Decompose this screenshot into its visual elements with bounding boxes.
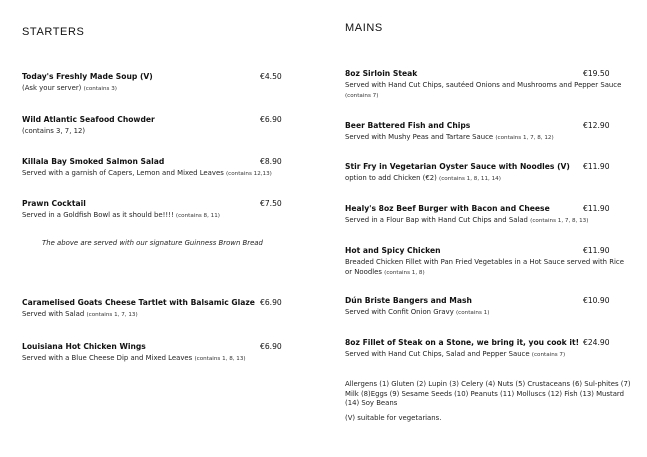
item-price: €19.50 [583,69,610,78]
item-name: Hot and Spicy Chicken [345,246,441,255]
item-price: €11.90 [583,204,610,213]
item-name: Prawn Cocktail [22,199,86,208]
item-name: Wild Atlantic Seafood Chowder [22,115,155,124]
item-allergens: (contains 8, 11) [175,213,220,219]
menu-item [22,199,292,222]
menu-item [22,157,292,180]
item-allergens: (contains 1) [456,310,490,316]
menu-item [22,342,292,365]
item-name: Dún Briste Bangers and Mash [345,296,472,305]
allergen-legend: Allergens (1) Gluten (2) Lupin (3) Celery (4) Nuts (5) Crustaceans (6) Sul-phites (7) Milk (8)Eggs (9) Sesame Seeds (10) Peanuts (11) Molluscs (12) Fish (13) Mustard (14) Soy Beans [345,380,631,407]
menu-item [345,204,630,227]
item-allergens: (contains 7) [345,92,379,99]
item-description: Served with Confit Onion Gravy (contains 1) [345,308,490,316]
item-price: €24.90 [583,338,610,347]
item-description: Served with a garnish of Capers, Lemon and Mixed Leaves (contains 12,13) [22,169,272,177]
item-allergens: (contains 1, 8, 13) [194,356,246,362]
item-allergens: (contains 1, 7, 13) [86,312,138,318]
mains-heading: MAINS [345,22,383,34]
item-name: Beer Battered Fish and Chips [345,121,471,130]
bread-note: The above are served with our signature Guinness Brown Bread [42,239,263,247]
menu-item [22,72,292,95]
item-allergens: (contains 1, 8) [384,269,425,276]
item-description: option to add Chicken (€2) (contains 1, 8, 11, 14) [345,174,501,182]
item-description: Served with Salad (contains 1, 7, 13) [22,310,138,318]
item-price: €10.90 [583,296,610,305]
item-price: €4.50 [260,72,282,81]
item-description: Served with Hand Cut Chips, sautéed Onions and Mushrooms and Pepper Sauce (contains 7) [345,81,622,99]
item-description: Served with Mushy Peas and Tartare Sauce (contains 1, 7, 8, 12) [345,133,554,141]
item-name: Today's Freshly Made Soup (V) [22,72,153,81]
menu-item [22,115,292,138]
item-price: €6.90 [260,342,282,351]
item-name: Louisiana Hot Chicken Wings [22,342,146,351]
menu-item [345,121,630,144]
menu-item [345,246,630,278]
item-name: Healy's 8oz Beef Burger with Bacon and Cheese [345,204,550,213]
item-name: 8oz Sirloin Steak [345,69,418,78]
menu-item [345,296,630,319]
item-allergens: (contains 7) [531,352,566,358]
item-description: Served in a Flour Bap with Hand Cut Chips and Salad (contains 1, 7, 8, 13) [345,216,589,224]
item-description: Served in a Goldfish Bowl as it should be!!!! (contains 8, 11) [22,211,220,219]
item-name: Stir Fry in Vegetarian Oyster Sauce with Noodles (V) [345,162,570,171]
item-name: 8oz Fillet of Steak on a Stone, we bring it, you cook it! [345,338,580,347]
menu-item [22,298,292,321]
item-allergens: (contains 3) [83,86,117,92]
item-price: €11.90 [583,162,610,171]
item-allergens: (contains 1, 7, 8, 12) [495,135,554,141]
item-description: (Ask your server) (contains 3) [22,84,117,92]
item-description: (contains 3, 7, 12) [22,127,86,135]
item-name: Killala Bay Smoked Salmon Salad [22,157,165,166]
vegetarian-note: (V) suitable for vegetarians. [345,414,442,422]
item-price: €7.50 [260,199,282,208]
item-description: Served with a Blue Cheese Dip and Mixed Leaves (contains 1, 8, 13) [22,354,246,362]
item-name: Caramelised Goats Cheese Tartlet with Balsamic Glaze [22,298,255,307]
menu-item [345,338,630,361]
item-price: €6.90 [260,298,282,307]
menu-item [345,162,630,185]
item-allergens: (contains 1, 8, 11, 14) [439,176,501,182]
item-price: €6.90 [260,115,282,124]
menu-item [345,69,630,101]
item-allergens: (contains 1, 7, 8, 13) [530,218,589,224]
item-price: €11.90 [583,246,610,255]
item-price: €12.90 [583,121,610,130]
item-description: Served with Hand Cut Chips, Salad and Pepper Sauce (contains 7) [345,350,566,358]
item-allergens: (contains 12,13) [226,171,272,177]
item-price: €8.90 [260,157,282,166]
starters-heading: STARTERS [22,26,85,38]
item-description: Breaded Chicken Fillet with Pan Fried Vegetables in a Hot Sauce served with Rice or Noodles (contains 1, 8) [345,258,624,276]
